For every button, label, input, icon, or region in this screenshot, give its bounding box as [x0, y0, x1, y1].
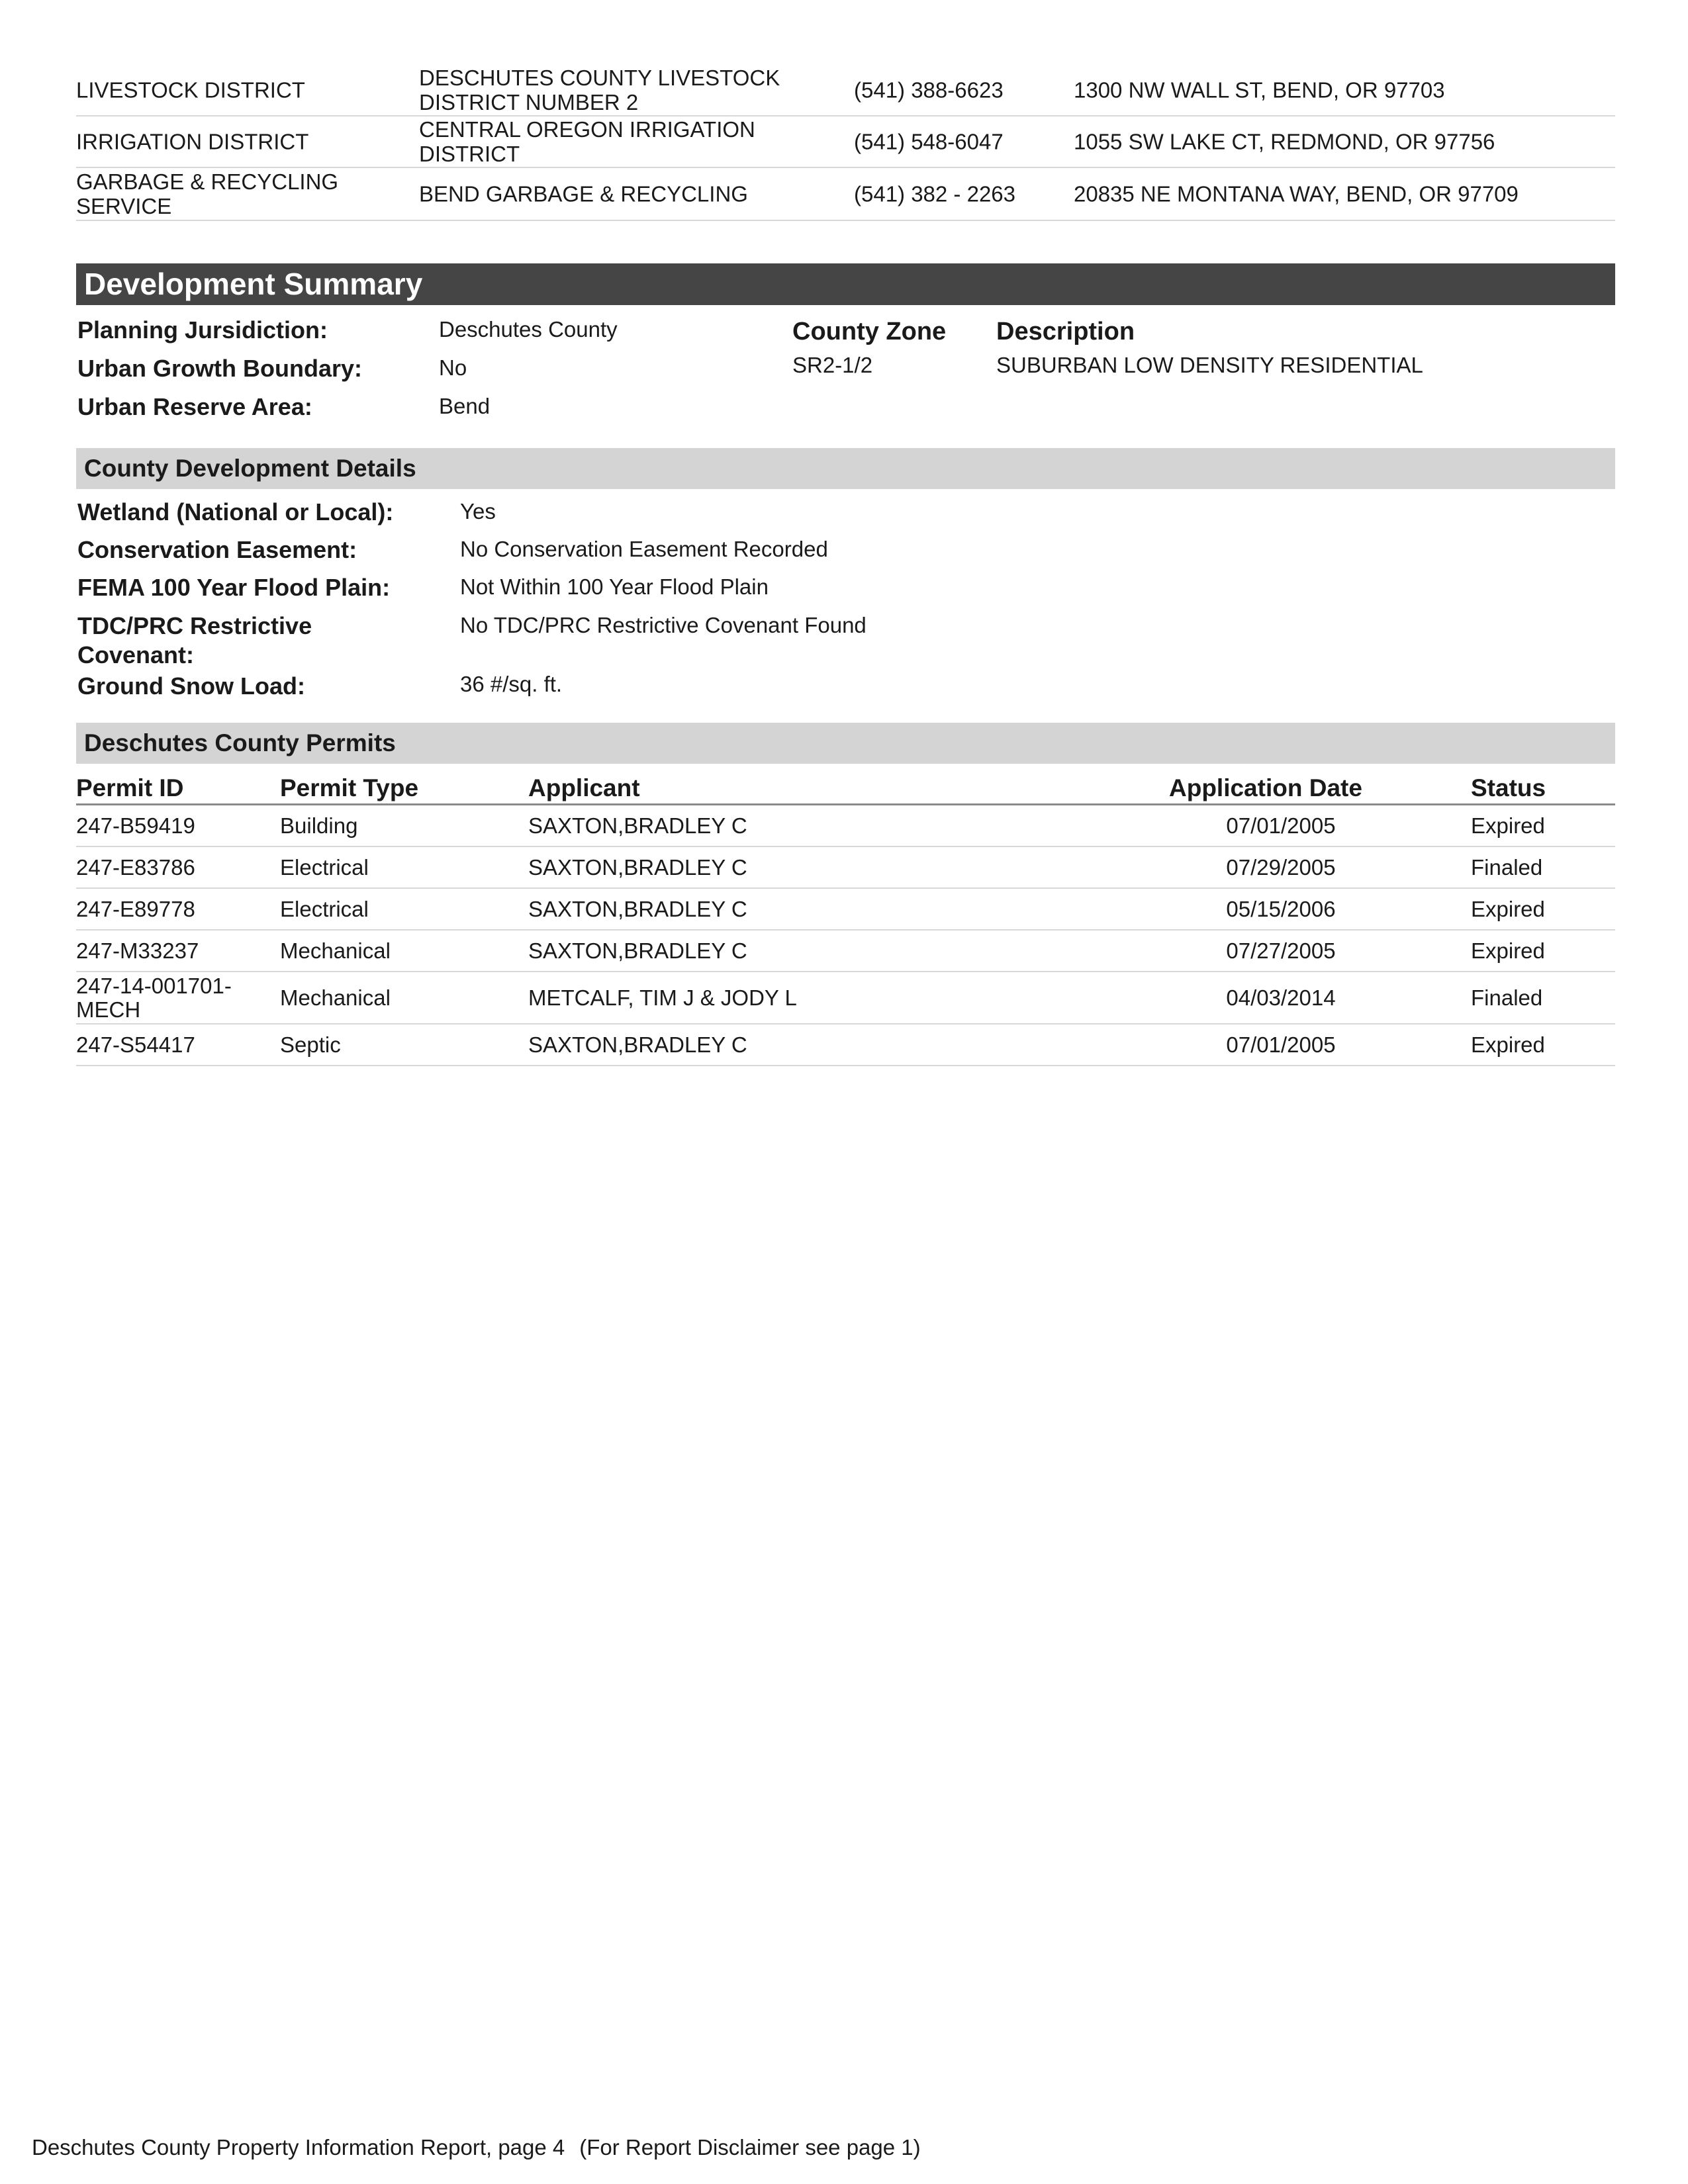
- permit-id: 247-S54417: [76, 1032, 195, 1057]
- district-type: LIVESTOCK DISTRICT: [76, 77, 305, 103]
- permit-applicant: SAXTON,BRADLEY C: [528, 896, 747, 921]
- ground-snow-load-value: 36 #/sq. ft.: [460, 672, 563, 696]
- table-row: [76, 889, 1615, 931]
- table-row: [76, 1024, 1615, 1066]
- permit-id: 247-B59419: [76, 813, 195, 838]
- districts-table: [76, 65, 1615, 221]
- permit-date: 07/29/2005: [1226, 854, 1336, 880]
- page-footer: [32, 2135, 921, 2160]
- district-name: CENTRAL OREGON IRRIGATION DISTRICT: [419, 117, 755, 166]
- permit-applicant: SAXTON,BRADLEY C: [528, 854, 747, 880]
- permit-type: Electrical: [280, 896, 369, 921]
- permit-id: 247-M33237: [76, 938, 199, 963]
- ground-snow-load-label: Ground Snow Load:: [77, 672, 305, 700]
- description-header: Description: [996, 318, 1135, 345]
- permit-id: 247-E89778: [76, 896, 195, 921]
- permit-status: Expired: [1471, 1032, 1545, 1057]
- fema-flood-plain-label: FEMA 100 Year Flood Plain:: [77, 574, 391, 601]
- wetland-label: Wetland (National or Local):: [77, 498, 394, 525]
- conservation-easement-label: Conservation Easement:: [77, 536, 357, 563]
- district-name: DESCHUTES COUNTY LIVESTOCK DISTRICT NUMBER 2: [419, 66, 780, 114]
- district-address: 20835 NE MONTANA WAY, BEND, OR 97709: [1074, 181, 1519, 206]
- permit-applicant: METCALF, TIM J & JODY L: [528, 985, 797, 1010]
- permit-id: 247-E83786: [76, 854, 195, 880]
- district-address: 1300 NW WALL ST, BEND, OR 97703: [1074, 77, 1445, 103]
- permit-date: 05/15/2006: [1226, 896, 1336, 921]
- district-phone: (541) 382 - 2263: [854, 181, 1016, 206]
- development-summary-header: Development Summary: [76, 263, 1615, 305]
- table-row: [76, 931, 1615, 972]
- conservation-easement-value: No Conservation Easement Recorded: [460, 537, 828, 561]
- urban-growth-boundary-value: No: [439, 355, 467, 380]
- permits-table: [76, 772, 1615, 1066]
- permits-header: Deschutes County Permits: [76, 723, 1615, 764]
- permit-date: 07/01/2005: [1226, 1032, 1336, 1057]
- urban-reserve-area-value: Bend: [439, 394, 491, 418]
- permit-applicant: SAXTON,BRADLEY C: [528, 813, 747, 838]
- permit-type: Mechanical: [280, 938, 391, 963]
- column-header-status: Status: [1471, 774, 1546, 801]
- table-row: [76, 847, 1615, 889]
- permit-id: 247-14-001701-MECH: [76, 973, 232, 1022]
- tdc-prc-covenant-label-line1: TDC/PRC Restrictive: [77, 612, 312, 639]
- permit-date: 07/27/2005: [1226, 938, 1336, 963]
- permit-date: 07/01/2005: [1226, 813, 1336, 838]
- permit-type: Building: [280, 813, 358, 838]
- permits-table-header: [76, 772, 1615, 805]
- column-header-permit-id: Permit ID: [76, 774, 184, 801]
- permit-status: Finaled: [1471, 854, 1543, 880]
- urban-growth-boundary-label: Urban Growth Boundary:: [77, 355, 362, 382]
- tdc-prc-covenant-value: No TDC/PRC Restrictive Covenant Found: [460, 613, 867, 637]
- table-row: [76, 168, 1615, 221]
- footer-page-label: Deschutes County Property Information Report, page 4: [32, 2135, 565, 2160]
- description-value: SUBURBAN LOW DENSITY RESIDENTIAL: [996, 353, 1423, 377]
- district-type: IRRIGATION DISTRICT: [76, 129, 309, 154]
- county-zone-header: County Zone: [792, 318, 947, 345]
- column-header-applicant: Applicant: [528, 774, 640, 801]
- permit-type: Septic: [280, 1032, 341, 1057]
- permit-date: 04/03/2014: [1226, 985, 1336, 1010]
- permit-type: Mechanical: [280, 985, 391, 1010]
- planning-jurisdiction-label: Planning Jursidiction:: [77, 316, 328, 343]
- table-row: [76, 116, 1615, 168]
- table-row: [76, 805, 1615, 847]
- permit-status: Expired: [1471, 813, 1545, 838]
- footer-disclaimer-note: (For Report Disclaimer see page 1): [579, 2135, 921, 2160]
- permit-applicant: SAXTON,BRADLEY C: [528, 938, 747, 963]
- county-zone-value: SR2-1/2: [792, 353, 873, 377]
- table-row: [76, 972, 1615, 1024]
- column-header-application-date: Application Date: [1169, 774, 1362, 801]
- permit-applicant: SAXTON,BRADLEY C: [528, 1032, 747, 1057]
- permit-type: Electrical: [280, 854, 369, 880]
- urban-reserve-area-label: Urban Reserve Area:: [77, 393, 312, 420]
- permit-status: Expired: [1471, 938, 1545, 963]
- district-address: 1055 SW LAKE CT, REDMOND, OR 97756: [1074, 129, 1495, 154]
- planning-jurisdiction-value: Deschutes County: [439, 317, 618, 341]
- column-header-permit-type: Permit Type: [280, 774, 419, 801]
- fema-flood-plain-value: Not Within 100 Year Flood Plain: [460, 574, 769, 599]
- district-phone: (541) 388-6623: [854, 77, 1004, 103]
- tdc-prc-covenant-label-line2: Covenant:: [77, 641, 195, 668]
- district-type: GARBAGE & RECYCLING SERVICE: [76, 169, 339, 218]
- county-development-details-header: County Development Details: [76, 448, 1615, 489]
- wetland-value: Yes: [460, 499, 496, 523]
- permit-status: Finaled: [1471, 985, 1543, 1010]
- permit-status: Expired: [1471, 896, 1545, 921]
- district-name: BEND GARBAGE & RECYCLING: [419, 181, 748, 206]
- table-row: [76, 65, 1615, 116]
- district-phone: (541) 548-6047: [854, 129, 1004, 154]
